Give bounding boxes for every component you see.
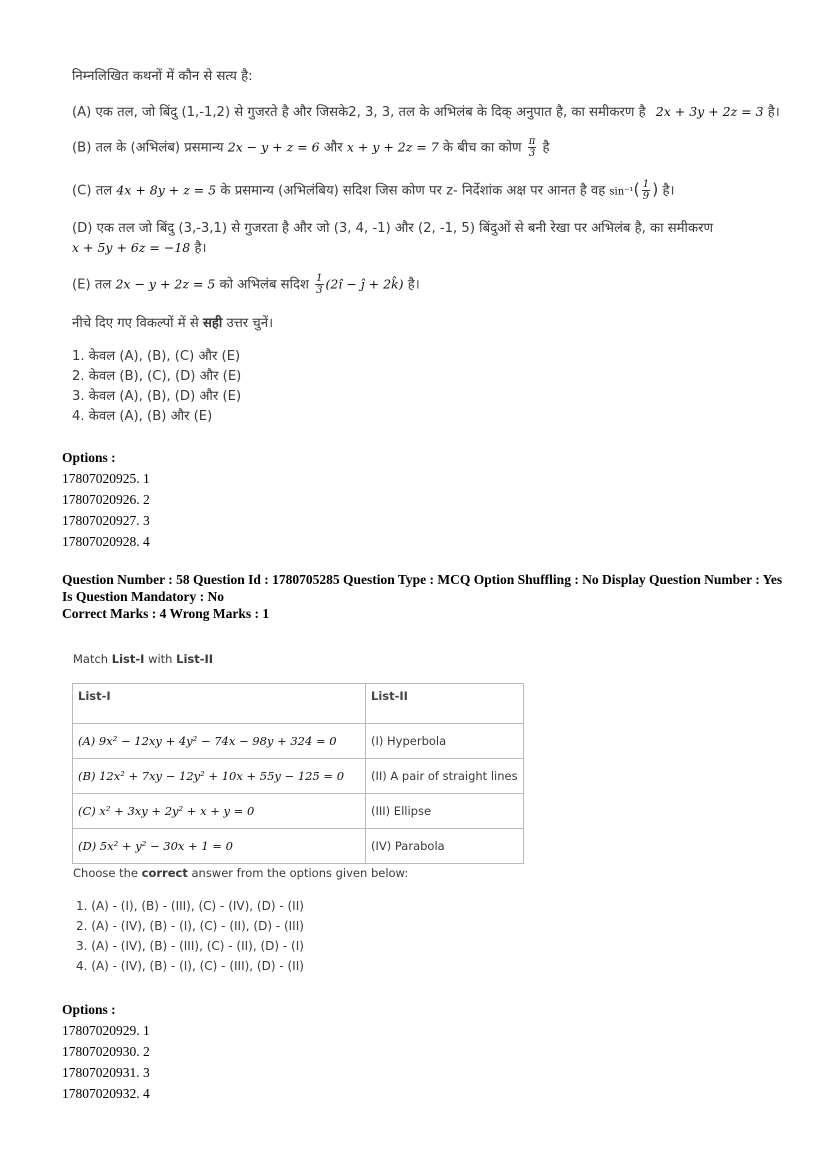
- list-2-item-i: (I) Hyperbola: [366, 724, 524, 759]
- q2-prompt: Match List-I with List-II: [73, 652, 214, 666]
- q2-options: [62, 1001, 150, 1102]
- q1-statement-a-equation: 2x + 3y + 2z = 3: [655, 104, 764, 119]
- match-table: [72, 683, 524, 864]
- q2-option-1[interactable]: 17807020929. 1: [62, 1023, 150, 1038]
- q1-intro: निम्नलिखित कथनों में कौन से सत्य है:: [72, 69, 253, 84]
- q2-option-3[interactable]: 17807020931. 3: [62, 1065, 150, 1080]
- q2-header-line-2: Is Question Mandatory : No: [62, 589, 225, 604]
- list-2-item-iii: (III) Ellipse: [366, 794, 524, 829]
- list-2-item-iv: (IV) Parabola: [366, 829, 524, 864]
- q1-instruction: नीचे दिए गए विकल्पों में से सही उत्तर चुनें।: [72, 316, 274, 331]
- q2-header: [62, 571, 782, 622]
- q1-fraction-1-9: $\frac{1}{9}$: [642, 179, 650, 202]
- q1-fraction-pi-3: $\frac{\pi}{3}$: [528, 136, 536, 159]
- list-2-header: List-II: [366, 684, 524, 724]
- q2-choice-4: 4. (A) - (IV), (B) - (I), (C) - (III), (D) - (II): [76, 959, 304, 973]
- q1-option-1[interactable]: 17807020925. 1: [62, 471, 150, 486]
- q2-header-line-1: Question Number : 58 Question Id : 1780705285 Question Type : MCQ Option Shuffling : No Display Question Number : Yes: [62, 572, 783, 587]
- match-table-header: [73, 684, 524, 724]
- list-1-item-a: (A) 9x² − 12xy + 4y² − 74x − 98y + 324 = 0: [73, 724, 366, 759]
- q2-choice-2: 2. (A) - (IV), (B) - (I), (C) - (II), (D) - (III): [76, 919, 304, 933]
- table-row: [73, 794, 524, 829]
- q1-choice-4: 4. केवल (A), (B) और (E): [72, 409, 213, 424]
- table-row: [73, 759, 524, 794]
- q1-options: [62, 449, 150, 550]
- q1-choice-3: 3. केवल (A), (B), (D) और (E): [72, 389, 242, 404]
- q1-option-4[interactable]: 17807020928. 4: [62, 534, 150, 549]
- q1-statement-b: (B) तल के (अभिलंब) प्रसमान्य 2x − y + z = 6 और x + y + 2z = 7 के बीच का कोण $\frac{\pi}{3}$ है: [72, 136, 550, 159]
- q2-header-line-3: Correct Marks : 4 Wrong Marks : 1: [62, 606, 270, 621]
- list-1-item-b: (B) 12x² + 7xy − 12y² + 10x + 55y − 125 = 0: [73, 759, 366, 794]
- q1-statement-a: (A) एक तल, जो बिंदु (1,-1,2) से गुजरते है और जिसके2, 3, 3, तल के अभिलंब के दिक् अनुपात है, का समीकरण है 2x + 3y + 2z = 3 है।: [72, 104, 780, 120]
- q2-choose-instruction: Choose the correct answer from the options given below:: [73, 866, 409, 880]
- q1-option-3[interactable]: 17807020927. 3: [62, 513, 150, 528]
- list-2-item-ii: (II) A pair of straight lines: [366, 759, 524, 794]
- q1-statement-c: (C) तल 4x + 8y + z = 5 के प्रसमान्य (अभिलंबिय) सदिश जिस कोण पर z- निर्देशांक अक्ष पर आनत है वह sin⁻¹( $\frac{1}{9}$ ) है।: [72, 179, 675, 202]
- list-1-header: List-I: [73, 684, 366, 724]
- q2-choices: [76, 899, 304, 979]
- table-row: [73, 724, 524, 759]
- q1-choice-2: 2. केवल (B), (C), (D) और (E): [72, 369, 242, 384]
- q1-statement-e: (E) तल 2x − y + 2z = 5 को अभिलंब सदिश $\frac{1}{3}$ (2î − ĵ + 2k̂) है।: [72, 273, 420, 296]
- q2-choice-1: 1. (A) - (I), (B) - (III), (C) - (IV), (D) - (II): [76, 899, 304, 913]
- list-1-item-d: (D) 5x² + y² − 30x + 1 = 0: [73, 829, 366, 864]
- list-1-item-c: (C) x² + 3xy + 2y² + x + y = 0: [73, 794, 366, 829]
- table-row: [73, 829, 524, 864]
- q1-statement-d-equation: x + 5y + 6z = −18 है।: [72, 240, 207, 256]
- q1-options-label: Options :: [62, 450, 116, 465]
- q2-option-4[interactable]: 17807020932. 4: [62, 1086, 150, 1101]
- q1-option-2[interactable]: 17807020926. 2: [62, 492, 150, 507]
- q2-choice-3: 3. (A) - (IV), (B) - (III), (C) - (II), (D) - (I): [76, 939, 304, 953]
- q1-choice-1: 1. केवल (A), (B), (C) और (E): [72, 349, 241, 364]
- q1-statement-d: (D) एक तल जो बिंदु (3,-3,1) से गुजरता है और जो (3, 4, -1) और (2, -1, 5) बिंदुओं से बनी रेखा पर अभिलंब है, का समीकरण: [72, 221, 714, 236]
- q2-options-label: Options :: [62, 1002, 116, 1017]
- q2-option-2[interactable]: 17807020930. 2: [62, 1044, 150, 1059]
- q1-fraction-1-3: $\frac{1}{3}$: [316, 273, 323, 296]
